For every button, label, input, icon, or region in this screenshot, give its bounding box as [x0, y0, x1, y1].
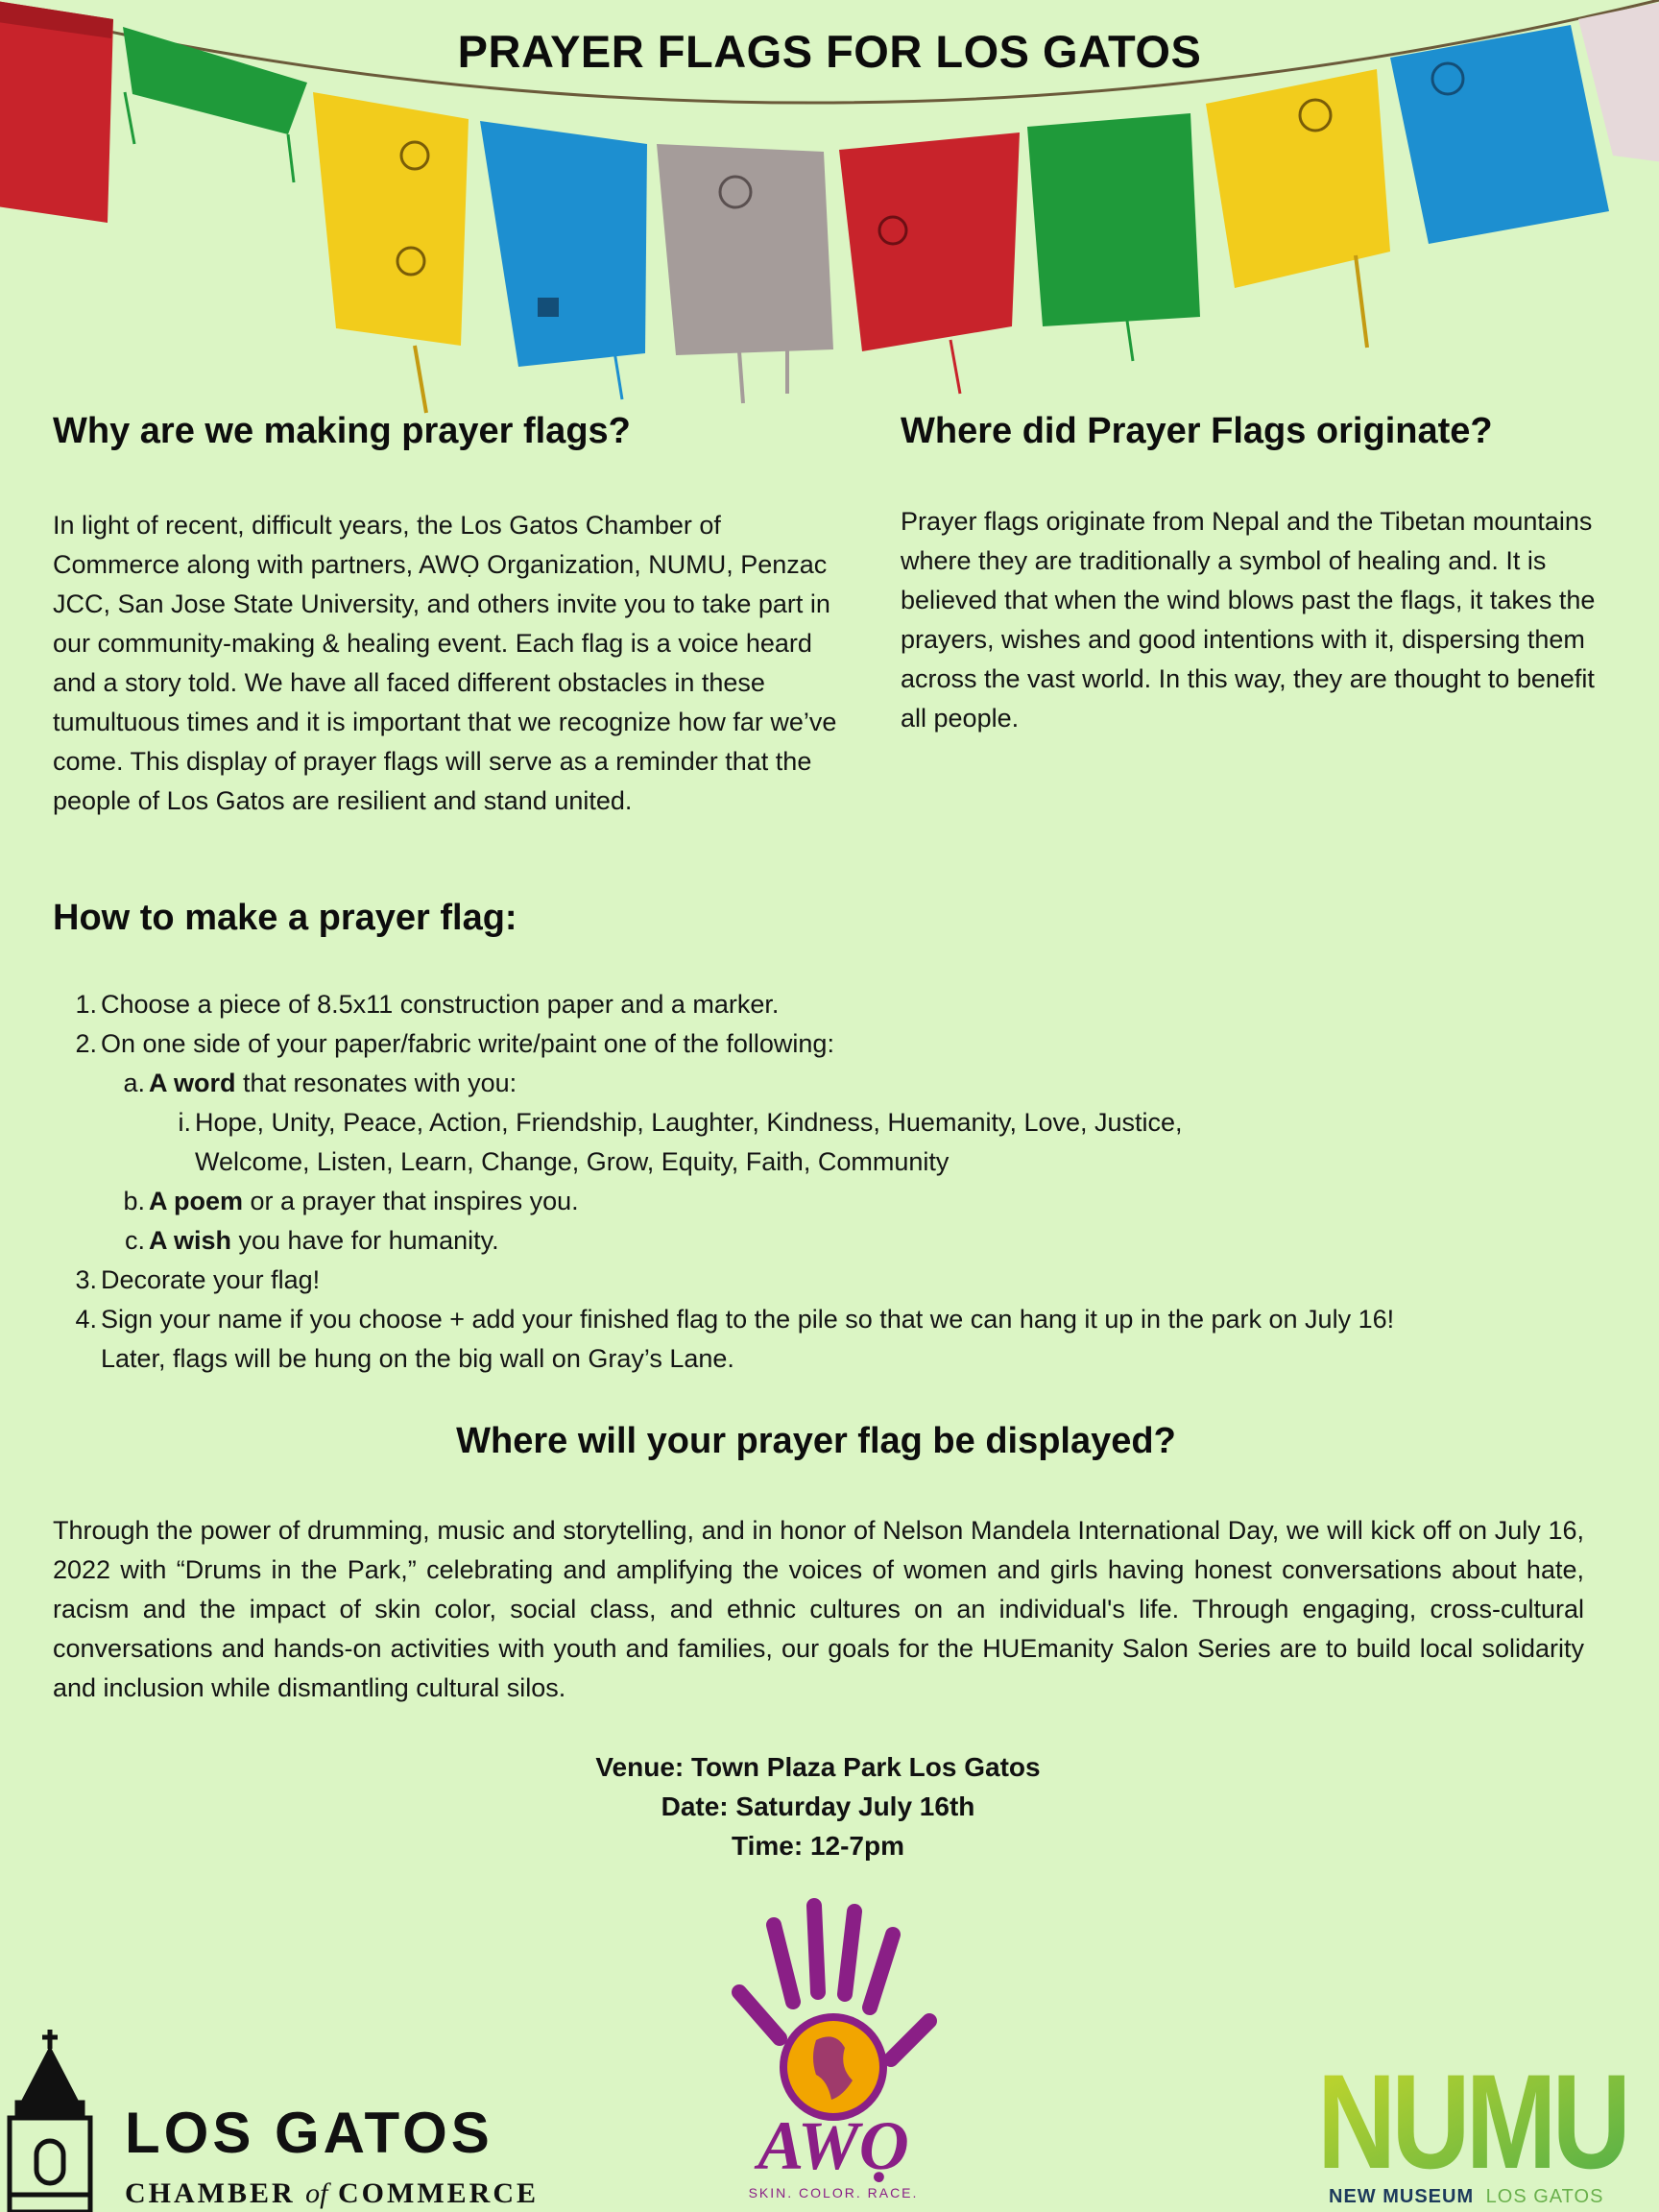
origin-heading: Where did Prayer Flags originate? — [901, 411, 1493, 451]
event-details — [0, 1747, 1636, 1865]
origin-paragraph: Prayer flags originate from Nepal and the Tibetan mountains where they are traditionally a symbol of healing and. It is believed that when the wind blows past the flags, it takes the prayers, wishes and good intentions with it, dispersing them across the vast world. In this way, they are thought to benefit all people. — [901, 507, 1596, 733]
step-2b-text: or a prayer that inspires you. — [243, 1187, 579, 1215]
flag-green-middle — [1027, 113, 1200, 361]
flag-blue-1 — [480, 121, 647, 399]
page-title: PRAYER FLAGS FOR LOS GATOS — [457, 26, 1202, 77]
step-3-text: Decorate your flag! — [101, 1265, 321, 1294]
step-2a-text: that resonates with you: — [235, 1069, 517, 1097]
step-1-text: Choose a piece of 8.5x11 construction paper and a marker. — [101, 990, 780, 1019]
flag-yellow-2 — [1206, 69, 1390, 348]
step-4-number: 4. — [75, 1305, 97, 1334]
awo-tagline: SKIN. COLOR. RACE. — [748, 2185, 919, 2200]
step-2c — [101, 1221, 1397, 1261]
chamber-word: CHAMBER — [125, 2177, 296, 2209]
of-word: of — [305, 2177, 328, 2209]
step-2b-bold: A poem — [149, 1187, 244, 1215]
step-2a-i — [149, 1103, 1299, 1182]
step-2a — [101, 1064, 1397, 1182]
instructions-list — [53, 985, 1397, 1379]
step-2c-text: you have for humanity. — [231, 1226, 499, 1255]
awo-logo — [710, 1896, 960, 2203]
flag-red-middle — [839, 132, 1020, 394]
step-2b-number: b. — [123, 1187, 145, 1215]
display-heading: Where will your prayer flag be displayed? — [456, 1421, 1176, 1461]
why-paragraph: In light of recent, difficult years, the Los Gatos Chamber of Commerce along with partners, AWỌ Organization, NUMU, Penzac JCC, San Jose State University, and others invite you to take part in our community-making & healing event. Each flag is a voice heard and a story told. We have all faced different obstacles in these tumultuous times and it is important that we recognize how far we’ve come. This display of prayer flags will serve as a reminder that the people of Los Gatos are resilient and stand united. — [53, 511, 837, 815]
step-3-number: 3. — [75, 1265, 97, 1294]
step-2-number: 2. — [75, 1029, 97, 1058]
step-2b — [101, 1182, 1397, 1221]
step-2a-number: a. — [123, 1069, 145, 1097]
step-1-number: 1. — [75, 990, 97, 1019]
numu-tag-light: LOS GATOS — [1485, 2186, 1604, 2207]
los-gatos-wordmark: LOS GATOS — [125, 2101, 493, 2165]
why-heading: Why are we making prayer flags? — [53, 411, 631, 451]
step-1 — [53, 985, 1397, 1024]
los-gatos-chamber-logo — [0, 2026, 539, 2212]
numu-logo — [1315, 2046, 1632, 2212]
display-paragraph: Through the power of drumming, music and storytelling, and in honor of Nelson Mandela International Day, we will kick off on July 16, 2022 with “Drums in the Park,” celebrating and amplifying the voices of women and girls having honest conversations about hate, racism and the impact of skin color, social class, and ethnic cultures on an individual's life. Through engaging, cross-cultural conversations and hands-on activities with youth and families, our goals for the HUEmanity Salon Series are to build local solidarity and inclusion while dismantling cultural silos. — [53, 1516, 1584, 1702]
svg-text:CHAMBER of COMMERCE — [125, 2177, 539, 2209]
event-date: Date: Saturday July 16th — [661, 1791, 975, 1821]
step-2a-bold: A word — [149, 1069, 236, 1097]
commerce-word: COMMERCE — [338, 2177, 539, 2209]
step-2a-i-number: i. — [178, 1108, 191, 1137]
how-heading: How to make a prayer flag: — [53, 898, 517, 938]
event-venue: Venue: Town Plaza Park Los Gatos — [595, 1752, 1041, 1782]
step-3 — [53, 1261, 1397, 1300]
step-2 — [53, 1024, 1397, 1261]
numu-wordmark: NUMU — [1317, 2046, 1626, 2197]
step-2-text: On one side of your paper/fabric write/paint one of the following: — [101, 1029, 834, 1058]
tower-icon — [10, 2030, 90, 2212]
awo-wordmark: AWỌ — [757, 2107, 909, 2184]
step-2c-bold: A wish — [149, 1226, 232, 1255]
step-4 — [53, 1300, 1416, 1379]
step-2c-number: c. — [124, 1226, 145, 1255]
flag-yellow-1 — [313, 92, 469, 413]
svg-text:NEW MUSEUM LOS GATOS — [1329, 2186, 1603, 2207]
event-time: Time: 12-7pm — [732, 1831, 904, 1861]
numu-tag-strong: NEW MUSEUM — [1329, 2186, 1475, 2207]
flag-gray — [657, 144, 833, 403]
step-4-text: Sign your name if you choose + add your finished flag to the pile so that we can hang it up in the park on July 16! Later, flags will be hung on the big wall on Gray’s Lane. — [101, 1305, 1395, 1373]
step-2a-i-text: Hope, Unity, Peace, Action, Friendship, Laughter, Kindness, Huemanity, Love, Justice, Welcome, Listen, Learn, Change, Grow, Equity, Faith, Community — [195, 1108, 1183, 1176]
